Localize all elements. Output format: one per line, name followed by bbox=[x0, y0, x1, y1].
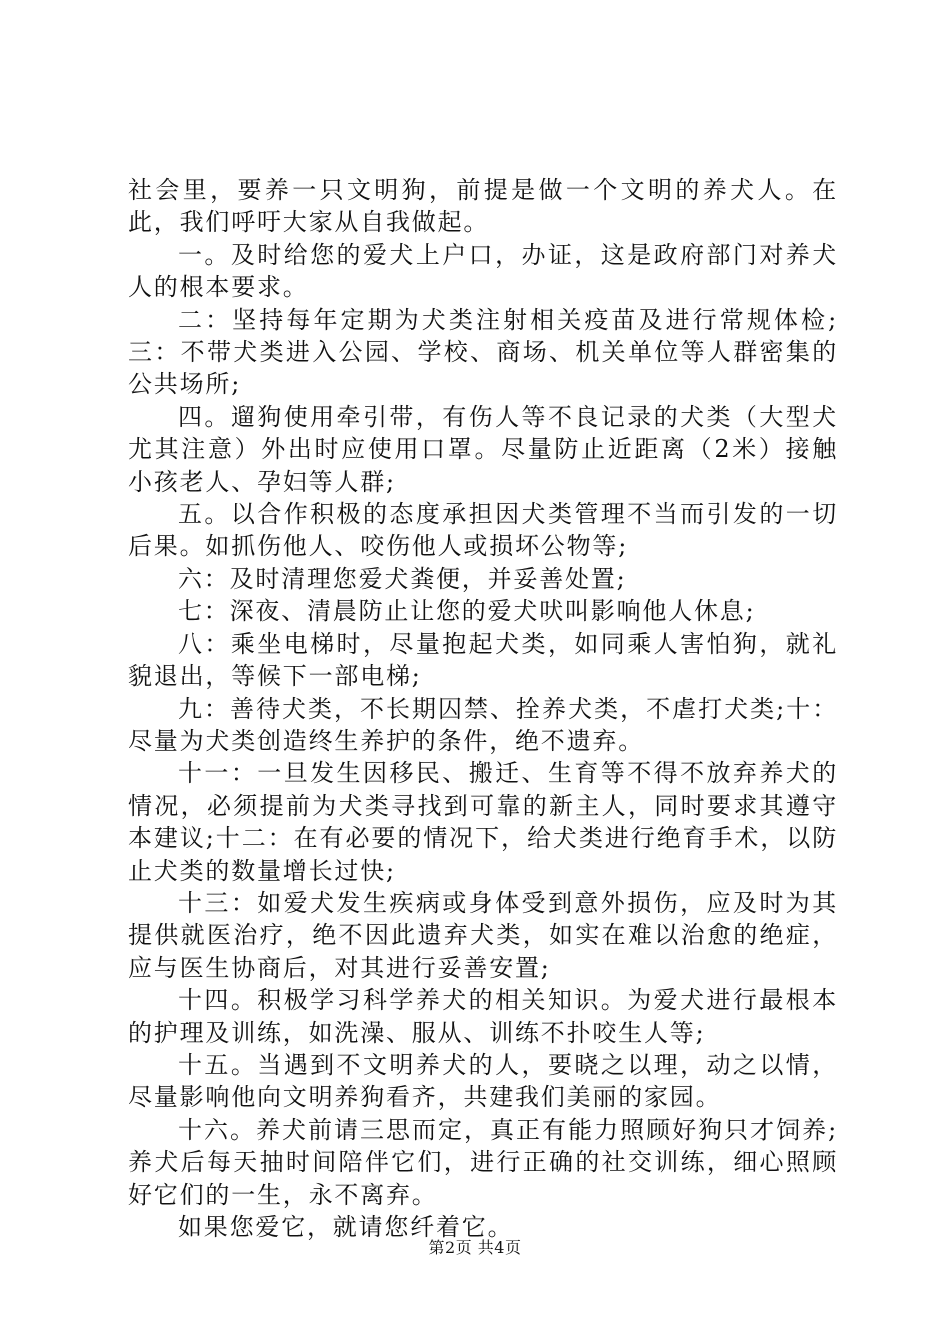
paragraph-item-11-12: 十一：一旦发生因移民、搬迁、生育等不得不放弃养犬的情况，必须提前为犬类寻找到可靠的新主人，同时要求其遵守本建议;十二：在有必要的情况下，给犬类进行绝育手术，以防止犬类的数量增长过快; bbox=[128, 759, 838, 885]
page-number: 第2页 共4页 bbox=[428, 1238, 522, 1257]
paragraph-closing: 如果您爱它，就请您纤着它。 bbox=[178, 1213, 514, 1241]
paragraph-item-16: 十六。养犬前请三思而定，真正有能力照顾好狗只才饲养;养犬后每天抽时间陪伴它们，进行正确的社交训练，细心照顾好它们的一生，永不离弃。 bbox=[128, 1115, 838, 1209]
paragraph-continuation: 社会里，要养一只文明狗，前提是做一个文明的养犬人。在此，我们呼吁大家从自我做起。 bbox=[128, 176, 838, 237]
paragraph-item-8: 八：乘坐电梯时，尽量抱起犬类，如同乘人害怕狗，就礼貌退出，等候下一部电梯; bbox=[128, 629, 838, 691]
paragraph-item-9-10: 九：善待犬类，不长期囚禁、拴养犬类，不虐打犬类;十：尽量为犬类创造终生养护的条件，绝不遗弃。 bbox=[128, 694, 838, 755]
paragraph-item-7: 七：深夜、清晨防止让您的爱犬吠叫影响他人休息; bbox=[178, 597, 756, 626]
document-body bbox=[128, 174, 838, 1243]
paragraph-item-14: 十四。积极学习科学养犬的相关知识。为爱犬进行最根本的护理及训练，如洗澡、服从、训练不扑咬生人等; bbox=[128, 986, 838, 1047]
paragraph-item-13: 十三：如爱犬发生疾病或身体受到意外损伤，应及时为其提供就医治疗，绝不因此遗弃犬类，如实在难以治愈的绝症，应与医生协商后，对其进行妥善安置; bbox=[128, 888, 838, 982]
paragraph-item-1: 一。及时给您的爱犬上户口，办证，这是政府部门对养犬人的根本要求。 bbox=[128, 240, 838, 302]
paragraph-item-4: 四。遛狗使用牵引带，有伤人等不良记录的犬类（大型犬尤其注意）外出时应使用口罩。尽量防止近距离（2米）接触小孩老人、孕妇等人群; bbox=[128, 402, 838, 496]
paragraph-item-15: 十五。当遇到不文明养犬的人，要晓之以理，动之以情，尽量影响他向文明养狗看齐，共建我们美丽的家园。 bbox=[128, 1050, 838, 1112]
paragraph-item-2-3: 二：坚持每年定期为犬类注射相关疫苗及进行常规体检;三：不带犬类进入公园、学校、商场、机关单位等人群密集的公共场所; bbox=[128, 305, 838, 399]
paragraph-item-5: 五。以合作积极的态度承担因犬类管理不当而引发的一切后果。如抓伤他人、咬伤他人或损坏公物等; bbox=[128, 500, 838, 561]
paragraph-item-6: 六：及时清理您爱犬粪便，并妥善处置; bbox=[178, 564, 627, 593]
